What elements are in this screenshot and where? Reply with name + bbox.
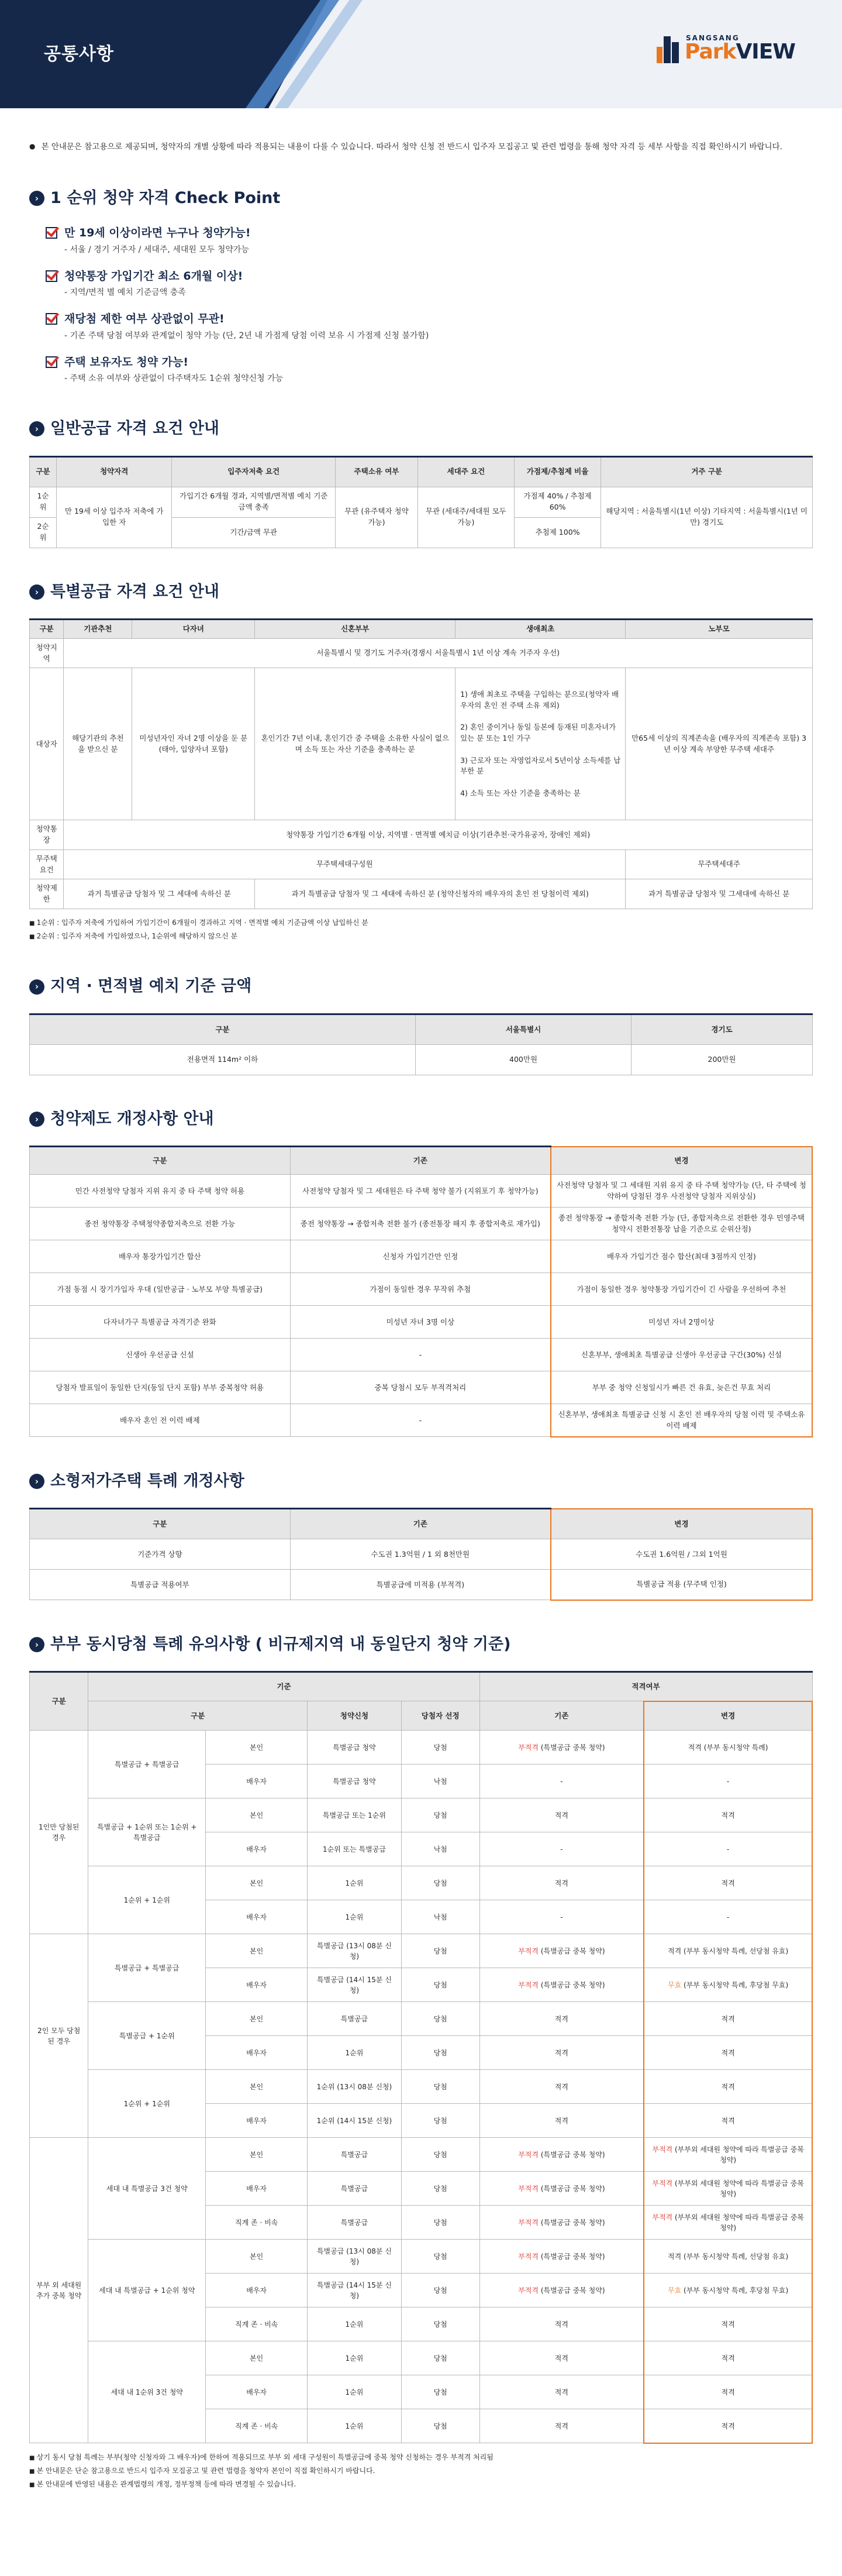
table-cell: 무효 (부부 동시청약 특례, 후당첨 무효) (644, 1968, 812, 2002)
table-header: 서울특별시 (416, 1014, 632, 1044)
table-cell: 배우자 (206, 1968, 308, 2002)
table-cell: 특별공급 (308, 2172, 402, 2206)
text-cell: 미성년자인 자녀 2명 이상을 둔 분 (태아, 입양자녀 포함) (132, 668, 255, 820)
table-cell: 적격 (644, 2375, 812, 2409)
table-cell: 적격 (644, 2409, 812, 2443)
table-cell: 당첨 (401, 2341, 479, 2375)
table-cell: 만 19세 이상 입주자 저축에 가입한 자 (57, 487, 172, 548)
table-header: 다자녀 (132, 620, 255, 639)
table-cell: 본인 (206, 1731, 308, 1765)
text-cell: 200만원 (632, 1044, 813, 1075)
checkbox-checked-icon (46, 227, 57, 239)
table-cell: 배우자 (206, 2104, 308, 2138)
table-cell: 적격 (부부 동시청약 특례) (644, 1731, 812, 1765)
table-row (30, 1240, 813, 1273)
table-cell: 신혼부부, 생애최초 특별공급 신생아 우선공급 구간(30%) 신설 (551, 1339, 812, 1371)
chevron-right-icon: › (29, 584, 44, 600)
text-cell: 청약통장 (30, 820, 64, 850)
table-header: 구분 (30, 1014, 416, 1044)
table-header: 구분 (30, 456, 57, 487)
table-cell: 세대 내 특별공급 + 1순위 청약 (88, 2240, 206, 2341)
table-cell: 사전청약 당첨자 및 그 세대원 지위 유지 중 타 주택 청약가능 (단, 타 주택에 청약하여 당첨된 경우 사전청약 당첨자 지위상실) (551, 1175, 812, 1208)
table-cell: 당첨 (401, 1968, 479, 2002)
text-cell: 과거 특별공급 당첨자 및 그 세대에 속하신 분 (64, 879, 255, 909)
text-cell: 특별공급 자격 요건 안내 (50, 582, 220, 601)
table-cell: 미성년 자녀 2명이상 (551, 1306, 812, 1339)
table-cell: 1순위 또는 특별공급 (308, 1832, 402, 1866)
table-cell: 특별공급 또는 1순위 (308, 1798, 402, 1832)
text-cell: 청약통장 가입기간 6개월 이상, 지역별 · 면적별 예치금 이상(기관추천·국가유공자, 장애인 제외) (64, 820, 813, 850)
table-cell (455, 668, 626, 820)
table-row (30, 1339, 813, 1371)
table-cell: 적격 (644, 2036, 812, 2070)
text-cell: 구분 (88, 1701, 308, 1731)
section-title-general (29, 417, 813, 441)
table-cell: 배우자 (206, 2375, 308, 2409)
table-cell: 1순위 (308, 1866, 402, 1900)
table-cell: 1인만 당첨된 경우 (30, 1731, 88, 1934)
table-cell: 추첨제 100% (514, 517, 601, 548)
table-cell: 특별공급 (14시 15분 신청) (308, 1968, 402, 2002)
table-row (30, 1539, 813, 1570)
chevron-right-icon: › (29, 1112, 44, 1127)
text-cell: 구분 (30, 1672, 88, 1731)
checkbox-checked-icon (46, 313, 57, 325)
table-cell: 신생아 우선공급 신설 (30, 1339, 291, 1371)
table-cell: 세대 내 특별공급 3건 청약 (88, 2138, 206, 2240)
table-header: 세대주 요건 (417, 456, 514, 487)
table-cell: 본인 (206, 1866, 308, 1900)
table-cell: 배우자 통장가입기간 합산 (30, 1240, 291, 1273)
table-cell: 특별공급에 미적용 (부적격) (290, 1570, 551, 1600)
table-cell: 1순위 (308, 2341, 402, 2375)
table-row (30, 1570, 813, 1600)
table-cell: - (644, 1900, 812, 1934)
table-cell: 적격 (644, 1798, 812, 1832)
table-cell: 당첨 (401, 1934, 479, 1968)
table-row (30, 2240, 813, 2274)
table-header: 경기도 (632, 1014, 813, 1044)
table-cell: 특별공급 청약 (308, 1765, 402, 1798)
table-cell: 본인 (206, 1934, 308, 1968)
building-logo-icon (657, 34, 680, 63)
table-row (30, 1273, 813, 1306)
text-cell: 지역 · 면적별 예치 기준 금액 (50, 977, 252, 996)
text-cell: 청약신청 (308, 1701, 402, 1731)
text-cell: 변경 (644, 1701, 812, 1731)
section-title-deposit (29, 975, 813, 999)
table-cell: 수도권 1.3억원 / 1 외 8천만원 (290, 1539, 551, 1570)
list-item: 재당첨 제한 여부 상관없이 무관! - 기존 주택 당첨 여부와 관계없이 청약 가능 (단, 2년 내 가점제 당첨 이력 보유 시 가점제 신청 불가함) (46, 311, 813, 342)
table-header: 노부모 (626, 620, 813, 639)
table-cell: 무효 (부부 동시청약 특례, 후당첨 무효) (644, 2274, 812, 2307)
table-cell: 적격 (644, 2070, 812, 2104)
note-item: ■ 본 안내문은 단순 참고용으로 반드시 입주자 모집공고 및 관련 법령을 청약자 본인이 직접 확인하시기 바랍니다. (29, 2464, 813, 2478)
table-cell: 특별공급 (308, 2206, 402, 2240)
checkbox-checked-icon (46, 270, 57, 282)
couple-table (29, 1671, 813, 2444)
table-cell: 본인 (206, 2070, 308, 2104)
table-cell: 부적격 (특별공급 중복 청약) (479, 1968, 644, 2002)
couple-notes (29, 2451, 813, 2491)
table-cell: 특별공급 (308, 2002, 402, 2036)
table-cell: - (644, 1765, 812, 1798)
table-cell: 당첨 (401, 2002, 479, 2036)
text-cell: 기준 (88, 1672, 479, 1701)
table-cell: 사전청약 당첨자 및 그 세대원은 타 주택 청약 불가 (지위포기 후 청약가능) (290, 1175, 551, 1208)
table-row (30, 1208, 813, 1240)
text-cell: 과거 특별공급 당첨자 및 그세대에 속하신 분 (626, 879, 813, 909)
special-notes (29, 916, 813, 943)
table-cell: 배우자 혼인 전 이력 배제 (30, 1404, 291, 1437)
table-row (30, 1866, 813, 1900)
table-cell: 부적격 (특별공급 중복 청약) (479, 2138, 644, 2172)
small-house-table (29, 1508, 813, 1601)
table-cell: 수도권 1.6억원 / 그외 1억원 (551, 1539, 812, 1570)
table-cell: - (290, 1339, 551, 1371)
table-header: 주택소유 여부 (336, 456, 418, 487)
note-item: ■ 본 안내문에 반영된 내용은 관계법령의 개정, 정부정책 등에 따라 변경될 수 있습니다. (29, 2478, 813, 2491)
table-cell: 배우자 (206, 1900, 308, 1934)
table-cell: 특별공급 적용여부 (30, 1570, 291, 1600)
table-cell: 가점제 40% / 추첨제 60% (514, 487, 601, 517)
list-item: 만 19세 이상이라면 누구나 청약가능! - 서울 / 경기 거주자 / 세대주, 세대원 모두 청약가능 (46, 225, 813, 256)
table-row (30, 2341, 813, 2375)
table-header: 변경 (551, 1509, 812, 1539)
table-cell: 당첨 (401, 2240, 479, 2274)
text-cell: 무주택세대주 (626, 850, 813, 879)
table-row (30, 1371, 813, 1404)
table-row (30, 1731, 813, 1765)
table-cell: 본인 (206, 2341, 308, 2375)
table-row (30, 2070, 813, 2104)
text-cell: 혼인기간 7년 이내, 혼인기간 중 주택을 소유한 사실이 없으며 소득 또는 자산 기준을 충족하는 분 (255, 668, 455, 820)
table-cell: 직계 존 · 비속 (206, 2307, 308, 2341)
table-cell: 종전 청약통장 → 종합저축 전환 불가 (종전통장 해지 후 종합저축로 재가입) (290, 1208, 551, 1240)
table-cell: 1순위 (308, 2409, 402, 2443)
table-cell: 부적격 (특별공급 중복 청약) (479, 2274, 644, 2307)
table-cell: 가점이 동일한 경우 청약통장 가입기간이 긴 사람을 우선하여 추천 (551, 1273, 812, 1306)
table-row (30, 1798, 813, 1832)
table-cell: 적격 (479, 2104, 644, 2138)
text-cell: 일반공급 자격 요건 안내 (50, 419, 220, 438)
table-header: 입주자저축 요건 (172, 456, 336, 487)
table-cell: 부적격 (특별공급 중복 청약) (479, 2206, 644, 2240)
section-title-couple (29, 1633, 813, 1657)
table-cell: 적격 (479, 2002, 644, 2036)
table-cell: 부적격 (특별공급 중복 청약) (479, 2240, 644, 2274)
table-cell: 1순위 (308, 2375, 402, 2409)
table-cell: 가입기간 6개월 경과, 지역별/면적별 예치 기준금액 충족 (172, 487, 336, 517)
text-cell: 1 순위 청약 자격 Check Point (50, 188, 281, 207)
table-cell: 특별공급 + 특별공급 (88, 1731, 206, 1798)
table-cell: 적격 (479, 2409, 644, 2443)
text-cell: 당첨자 선정 (401, 1701, 479, 1731)
checkbox-checked-icon (46, 356, 57, 368)
table-cell: 세대 내 1순위 3건 청약 (88, 2341, 206, 2443)
table-row (30, 1404, 813, 1437)
page-header (0, 0, 842, 108)
text-cell: 본 안내문은 참고용으로 제공되며, 청약자의 개별 상황에 따라 적용되는 내용이 다를 수 있습니다. 따라서 청약 신청 전 반드시 입주자 모집공고 및 관련 법령을 통해 청약 자격 등 세부 사항을 직접 확인하시기 바랍니다. (41, 142, 782, 152)
list-item: 청약통장 가입기간 최소 6개월 이상! - 지역/면적 별 예치 기준금액 충족 (46, 268, 813, 300)
text-cell: 청약제도 개정사항 안내 (50, 1109, 214, 1128)
table-cell: 신혼부부, 생애최초 특별공급 신청 시 혼인 전 배우자의 당첨 이력 및 주택소유 이력 배제 (551, 1404, 812, 1437)
table-cell: 당첨 (401, 2274, 479, 2307)
section-title-special (29, 580, 813, 604)
table-cell: 1순위 (14시 15분 신청) (308, 2104, 402, 2138)
table-cell: 부적격 (특별공급 중복 청약) (479, 2172, 644, 2206)
table-cell: 특별공급 (13시 08분 신청) (308, 1934, 402, 1968)
table-cell: 기간/금액 무관 (172, 517, 336, 548)
table-header: 청약자격 (57, 456, 172, 487)
table-cell: 당첨 (401, 2307, 479, 2341)
text-cell: 1) 생애 최초로 주택을 구입하는 분으로(청약자 배우자의 혼인 전 주택 소유 제외) (460, 690, 619, 710)
table-cell: 부적격 (부부외 세대원 청약에 따라 특별공급 중복 청약) (644, 2172, 812, 2206)
table-header: 기관추천 (64, 620, 132, 639)
text-cell: 소형저가주택 특례 개정사항 (50, 1471, 244, 1490)
text-cell: 만65세 이상의 직계존속을 (배우자의 직계존속 포함) 3년 이상 계속 부양한 무주택 세대주 (626, 668, 813, 820)
table-cell: 배우자 (206, 1765, 308, 1798)
table-cell: 본인 (206, 1798, 308, 1832)
text-cell: 과거 특별공급 당첨자 및 그 세대에 속하신 분 (청약신청자의 배우자의 혼인 전 당첨이력 제외) (255, 879, 626, 909)
table-cell: 배우자 (206, 2172, 308, 2206)
logo-view-text: VIEW (736, 40, 795, 64)
table-cell: 당첨 (401, 2138, 479, 2172)
table-cell: 적격 (479, 2036, 644, 2070)
table-cell: 중복 당첨시 모두 부적격처리 (290, 1371, 551, 1404)
table-header: 변경 (551, 1147, 812, 1175)
table-cell: - (479, 1765, 644, 1798)
table-cell: 1순위 (30, 487, 57, 517)
table-cell: 2순위 (30, 517, 57, 548)
table-cell: - (479, 1900, 644, 1934)
text-cell: 400만원 (416, 1044, 632, 1075)
table-cell: 특별공급 (14시 15분 신청) (308, 2274, 402, 2307)
table-cell: 당첨 (401, 2036, 479, 2070)
table-cell: - (644, 1832, 812, 1866)
note-item: ■ 1순위 : 입주자 저축에 가입하여 가입기간이 6개월이 경과하고 지역 · 면적별 예치 기준금액 이상 납입하신 분 (29, 916, 813, 930)
table-header: 구분 (30, 1509, 291, 1539)
table-cell: 낙첨 (401, 1832, 479, 1866)
table-header: 기존 (290, 1147, 551, 1175)
table-cell: 본인 (206, 2138, 308, 2172)
table-cell: 배우자 (206, 1832, 308, 1866)
table-cell: - (290, 1404, 551, 1437)
table-cell: 부적격 (특별공급 중복 청약) (479, 1934, 644, 1968)
intro-notice (29, 140, 813, 154)
text-cell: 청약제한 (30, 879, 64, 909)
table-cell: 1순위 + 1순위 (88, 1866, 206, 1934)
logo-sub-text: SANGSANG (686, 34, 740, 42)
table-cell: 특별공급 청약 (308, 1731, 402, 1765)
text-cell: 부부 동시당첨 특례 유의사항 ( 비규제지역 내 동일단지 청약 기준) (50, 1635, 511, 1653)
table-row (30, 1934, 813, 1968)
table-header: 기존 (290, 1509, 551, 1539)
special-supply-table (29, 618, 813, 909)
bullet-icon: ● (29, 142, 36, 150)
table-cell: 부부 중 청약 신청일시가 빠른 건 유효, 늦은건 무효 처리 (551, 1371, 812, 1404)
table-cell: 당첨 (401, 1731, 479, 1765)
table-cell: 1순위 (308, 2036, 402, 2070)
table-cell: 당첨자 발표일이 동일한 단지(동일 단지 포함) 부부 중복청약 허용 (30, 1371, 291, 1404)
table-cell: 부적격 (특별공급 중복 청약) (479, 1731, 644, 1765)
table-cell: 배우자 (206, 2036, 308, 2070)
reform-table (29, 1146, 813, 1437)
checkpoint-list (29, 225, 813, 385)
text-cell: 해당기관의 추천을 받으신 분 (64, 668, 132, 820)
table-header: 생애최초 (455, 620, 626, 639)
text-cell: 대상자 (30, 668, 64, 820)
note-item: ■ 상기 동시 당첨 특례는 부부(청약 신청자와 그 배우자)에 한하여 적용되므로 부부 외 세대 구성원이 특별공급에 중복 청약 신청하는 경우 부적격 처리됨 (29, 2451, 813, 2464)
table-cell: 부적격 (부부외 세대원 청약에 따라 특별공급 중복 청약) (644, 2206, 812, 2240)
text-cell: 2) 혼인 중이거나 동일 등본에 등재된 미혼자녀가 있는 분 또는 1인 가구 (460, 723, 616, 743)
logo-park-text: Park (685, 40, 736, 64)
text-cell: 무주택요건 (30, 850, 64, 879)
table-header: 신혼부부 (255, 620, 455, 639)
table-cell: 적격 (부부 동시청약 특례, 선당첨 유효) (644, 1934, 812, 1968)
table-row (30, 1175, 813, 1208)
table-cell: 특별공급 + 특별공급 (88, 1934, 206, 2002)
table-cell: 적격 (644, 1866, 812, 1900)
table-cell: 낙첨 (401, 1900, 479, 1934)
table-cell: 종전 청약통장 → 종합저축 전환 가능 (단, 종합저축으로 전환한 경우 민영주택 청약시 전환전통장 납을 기준으로 순위산정) (551, 1208, 812, 1240)
table-cell: 적격 (644, 2104, 812, 2138)
table-cell: 적격 (479, 1798, 644, 1832)
table-cell: 적격 (부부 동시청약 특례, 선당첨 유효) (644, 2240, 812, 2274)
table-cell: 당첨 (401, 2172, 479, 2206)
brand-logo (657, 34, 795, 63)
chevron-right-icon: › (29, 979, 44, 995)
table-cell: 당첨 (401, 2409, 479, 2443)
table-cell: 적격 (479, 1866, 644, 1900)
table-cell: 종전 청약통장 주택청약종합저축으로 전환 가능 (30, 1208, 291, 1240)
table-cell: 가점이 동일한 경우 무작위 추첨 (290, 1273, 551, 1306)
table-cell: 특별공급 (308, 2138, 402, 2172)
table-header: 거주 구분 (601, 456, 813, 487)
table-cell: 2인 모두 당첨된 경우 (30, 1934, 88, 2138)
table-cell: 부부 외 세대원 추가 중복 청약 (30, 2138, 88, 2443)
table-cell: 신청자 가입기간만 인정 (290, 1240, 551, 1273)
table-cell: 당첨 (401, 1798, 479, 1832)
table-cell: 적격 (479, 2070, 644, 2104)
table-cell: 1순위 (13시 08분 신청) (308, 2070, 402, 2104)
section-title-reform (29, 1108, 813, 1131)
table-cell: 특별공급 + 1순위 또는 1순위 + 특별공급 (88, 1798, 206, 1866)
deposit-table (29, 1013, 813, 1075)
chevron-right-icon: › (29, 1637, 44, 1652)
table-header: 구분 (30, 1147, 291, 1175)
table-header: 구분 (30, 620, 64, 639)
section-title-small-house (29, 1470, 813, 1494)
table-cell: 당첨 (401, 2104, 479, 2138)
text-cell: 기존 (479, 1701, 644, 1731)
table-header: 가점제/추첨제 비율 (514, 456, 601, 487)
table-cell: 특별공급 + 1순위 (88, 2002, 206, 2070)
table-cell: 미성년 자녀 3명 이상 (290, 1306, 551, 1339)
chevron-right-icon: › (29, 421, 44, 436)
chevron-right-icon: › (29, 191, 44, 206)
table-cell: 적격 (644, 2341, 812, 2375)
table-cell: 당첨 (401, 1866, 479, 1900)
table-cell: 1순위 (308, 2307, 402, 2341)
table-cell: 적격 (479, 2341, 644, 2375)
table-cell: 낙첨 (401, 1765, 479, 1798)
table-cell: 배우자 가입기간 점수 합산(최대 3점까지 인정) (551, 1240, 812, 1273)
section-title-checkpoint (29, 187, 813, 211)
note-item: ■ 2순위 : 입주자 저축에 가입하였으나, 1순위에 해당하지 않으신 분 (29, 930, 813, 943)
text-cell: 적격여부 (479, 1672, 812, 1701)
list-item: 주택 보유자도 청약 가능! - 주택 소유 여부와 상관없이 다주택자도 1순위 청약신청 가능 (46, 354, 813, 386)
general-supply-table (29, 456, 813, 548)
table-cell: 적격 (644, 2002, 812, 2036)
text-cell: 서울특별시 및 경기도 거주자(경쟁시 서울특별시 1년 이상 계속 거주자 우선) (64, 638, 813, 668)
text-cell: 3) 근로자 또는 자영업자로서 5년이상 소득세를 납부한 분 (460, 755, 621, 776)
table-cell: 특별공급 적용 (무주택 인정) (551, 1570, 812, 1600)
table-cell: 해당지역 : 서울특별시(1년 이상) 기타지역 : 서울특별시(1년 미만) 경기도 (601, 487, 813, 548)
table-cell: 민간 사전청약 당첨자 지위 유지 중 타 주택 청약 허용 (30, 1175, 291, 1208)
page-title: 공통사항 (44, 44, 114, 64)
table-cell: 기준가격 상향 (30, 1539, 291, 1570)
table-cell: 다자녀가구 특별공급 자격기준 완화 (30, 1306, 291, 1339)
table-cell: 무관 (세대주/세대원 모두 가능) (417, 487, 514, 548)
table-cell: 본인 (206, 2002, 308, 2036)
table-cell: 부적격 (부부외 세대원 청약에 따라 특별공급 중복 청약) (644, 2138, 812, 2172)
table-cell: 직계 존 · 비속 (206, 2206, 308, 2240)
text-cell: 청약지역 (30, 638, 64, 668)
text-cell: 전용면적 114m² 이하 (30, 1044, 416, 1075)
table-cell: 당첨 (401, 2206, 479, 2240)
table-cell: 1순위 + 1순위 (88, 2070, 206, 2138)
table-cell: 무관 (유주택자 청약 가능) (336, 487, 418, 548)
table-cell: 1순위 (308, 1900, 402, 1934)
chevron-right-icon: › (29, 1474, 44, 1489)
table-cell: 적격 (479, 2307, 644, 2341)
table-cell: 가점 동점 시 장기가입자 우대 (일반공급 · 노부모 부양 특별공급) (30, 1273, 291, 1306)
table-row (30, 1306, 813, 1339)
table-cell: - (479, 1832, 644, 1866)
table-cell: 배우자 (206, 2274, 308, 2307)
table-cell: 적격 (644, 2307, 812, 2341)
text-cell: 무주택세대구성원 (64, 850, 626, 879)
table-cell: 본인 (206, 2240, 308, 2274)
table-cell: 적격 (479, 2375, 644, 2409)
text-cell: 4) 소득 또는 자산 기준을 충족하는 분 (460, 788, 581, 797)
table-cell: 당첨 (401, 2375, 479, 2409)
table-row (30, 2002, 813, 2036)
table-row (30, 2138, 813, 2172)
table-cell: 특별공급 (13시 08분 신청) (308, 2240, 402, 2274)
table-cell: 직계 존 · 비속 (206, 2409, 308, 2443)
table-cell: 당첨 (401, 2070, 479, 2104)
